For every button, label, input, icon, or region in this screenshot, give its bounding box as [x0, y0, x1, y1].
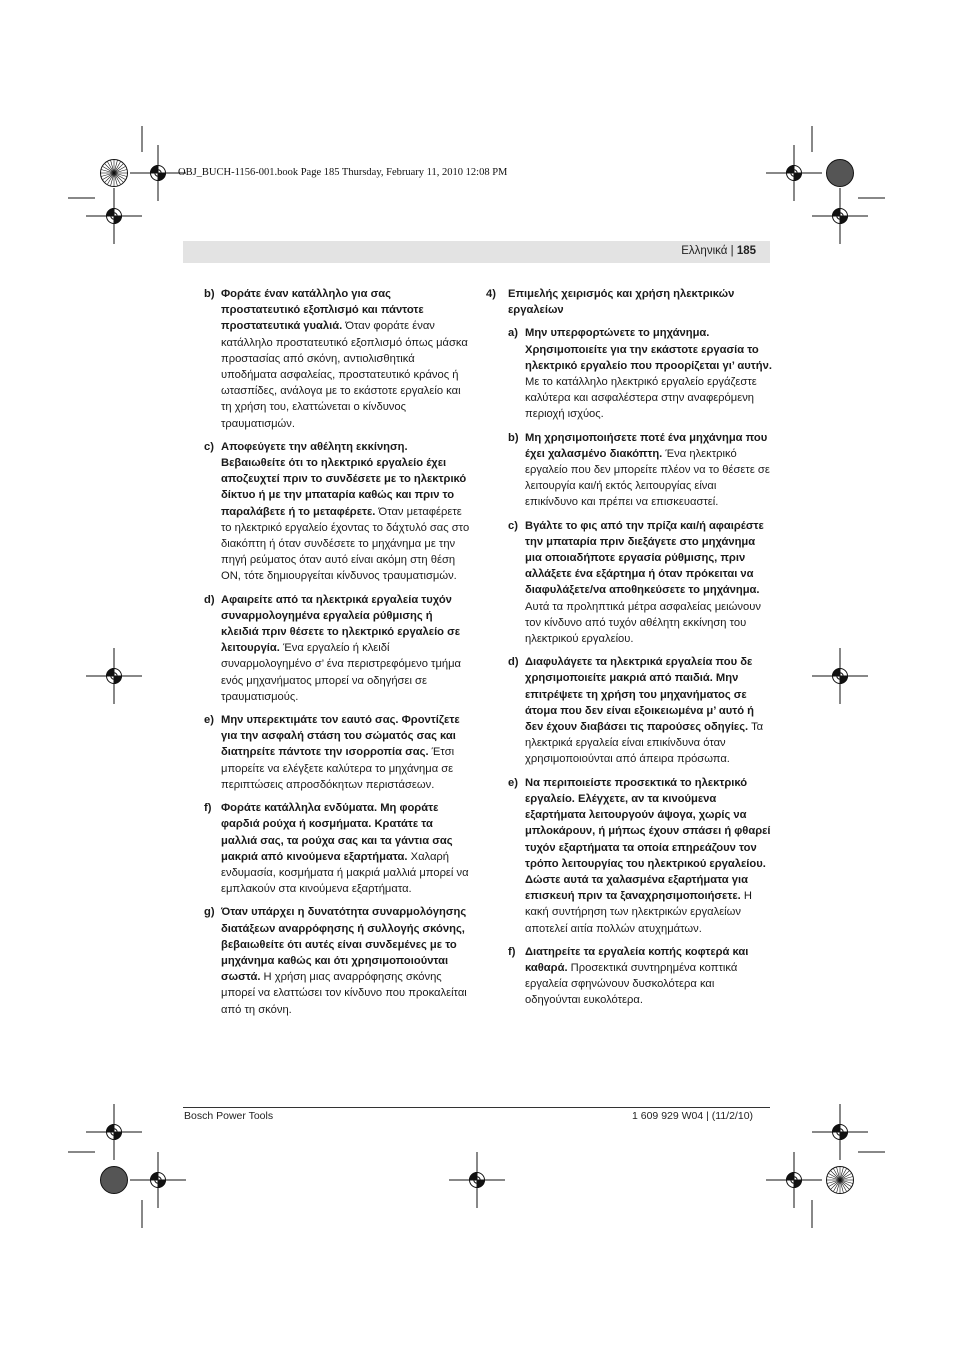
item-label: c)	[508, 519, 518, 532]
list-item	[204, 904, 470, 1017]
list-item	[508, 518, 772, 648]
item-bold-text: Φοράτε κατάλληλα ενδύματα. Μη φοράτε φαρδιά ρούχα ή κοσμήματα. Κρατάτε τα μαλλιά σας, τα ρούχα σας και τα γάντια σας μακριά από κινούμενα εξαρτήματα.	[221, 802, 453, 863]
footer-doc-number: 1 609 929 W04 | (11/2/10)	[632, 1110, 754, 1122]
right-column	[486, 286, 772, 1016]
page-header	[681, 245, 756, 257]
item-normal-text: Έτσι μπορείτε να ελέγξετε καλύτερα το μηχάνημα σε περιπτώσεις απροσδόκητων περιστάσεων.	[221, 746, 455, 791]
item-bold-text: Διαφυλάγετε τα ηλεκτρικά εργαλεία που δε χρησιμοποιείτε μακριά από παιδιά. Μην επιτρέψετε τη χρήση του μηχανήματος σε άτομα που δεν είναι εξοικειωμένα μ’ αυτό ή δεν έχουν διαβάσει τις παρούσες οδηγίες.	[525, 656, 754, 734]
list-item	[508, 654, 772, 767]
item-bold-text: Βγάλτε το φις από την πρίζα και/ή αφαιρέστε την μπαταρία πριν διεξάγετε στο μηχάνημα μια οποιαδήποτε εργασία ρύθμισης, πριν αλλάξετε ένα εξάρτημα ή όταν πρόκειται να διαφυλάξετε/να αποθηκεύσετε το μηχάνημα.	[525, 519, 764, 597]
list-item	[204, 592, 470, 705]
section-items	[486, 325, 772, 1008]
item-normal-text: Με το κατάλληλο ηλεκτρικό εργαλείο εργάζεστε καλύτερα και ασφαλέστερα στην αναφερόμενη περιοχή ισχύος.	[525, 376, 757, 421]
section-number: 4)	[486, 288, 496, 300]
item-bold-text: Διατηρείτε τα εργαλεία κοπής κοφτερά και καθαρά.	[525, 945, 749, 974]
item-label: e)	[204, 714, 214, 727]
item-bold-text: Φοράτε έναν κατάλληλο για σας προστατευτικό εξοπλισμό και πάντοτε προστατευτικά γυαλιά.	[221, 288, 424, 333]
item-normal-text: Όταν φοράτε έναν κατάλληλο προστατευτικό εξοπλισμό όπως μάσκα προστασίας από σκόνη, αντιολισθητικά υποδήματα ασφαλείας, προστατευτικό κράνος ή ωτασπίδες, ανάλογα με το εκάστοτε εργαλείο και τη χρήση του, ελαττώνεται ο κίνδυνος τραυματισμών.	[221, 320, 468, 430]
item-text	[221, 439, 470, 585]
item-label: a)	[508, 327, 518, 340]
print-header: OBJ_BUCH-1156-001.book Page 185 Thursday, February 11, 2010 12:08 PM	[178, 167, 508, 178]
item-bold-text: Αφαιρείτε από τα ηλεκτρικά εργαλεία τυχόν συναρμολογημένα εργαλεία ρύθμισης ή κλειδιά πριν θέσετε το ηλεκτρικό εργαλείο σε λειτουργία.	[221, 593, 461, 655]
item-text	[525, 775, 772, 937]
item-bold-text: Μην υπερεκτιμάτε τον εαυτό σας. Φροντίζετε για την ασφαλή στάση του σώματός σας και διατηρείτε πάντοτε την ισορροπία σας.	[221, 714, 460, 759]
list-item	[204, 439, 470, 585]
footer-rule	[183, 1107, 770, 1108]
item-bold-text: Μην υπερφορτώνετε το μηχάνημα. Χρησιμοποιείτε για την εκάστοτε εργασία το ηλεκτρικό εργαλείο που προορίζεται γι’ αυτήν.	[525, 327, 772, 372]
list-item	[204, 286, 470, 432]
list-item	[204, 800, 470, 897]
page-number: 185	[736, 245, 756, 257]
item-bold-text: Μη χρησιμοποιήσετε ποτέ ένα μηχάνημα που έχει χαλασμένο διακόπτη.	[525, 431, 768, 460]
list-item	[204, 712, 470, 793]
item-normal-text: Η χρήση μιας αναρρόφησης σκόνης μπορεί να ελαττώσει τον κίνδυνο που προκαλείται από τη σκόνη.	[221, 971, 467, 1016]
item-label: c)	[204, 440, 214, 453]
header-band	[183, 241, 770, 263]
item-bold-text: Όταν υπάρχει η δυνατότητα συναρμολόγησης διατάξεων αναρρόφησης ή συλλογής σκόνης, βεβαιωθείτε ότι αυτές είναι συνδεμένες με το μηχάνημα καθώς και ότι χρησιμοποιούνται σωστά.	[221, 906, 467, 984]
item-label: d)	[508, 656, 519, 669]
section-title: Επιμελής χειρισμός και χρήση ηλεκτρικών εργαλείων	[508, 288, 735, 317]
item-text	[525, 430, 772, 511]
header-separator: |	[730, 245, 734, 257]
item-label: b)	[204, 288, 215, 300]
item-label: d)	[204, 593, 215, 606]
item-label: f)	[508, 945, 516, 958]
item-label: g)	[204, 906, 215, 919]
item-normal-text: Ένα ηλεκτρικό εργαλείο που δεν μπορείτε πλέον να το θέσετε σε λειτουργία και/ή εκτός λειτουργίας είναι επικίνδυνο και πρέπει να επισκευαστεί.	[525, 447, 770, 509]
item-text	[221, 800, 470, 897]
list-item	[508, 430, 772, 511]
item-normal-text: Χαλαρή ενδυμασία, κοσμήματα ή μακριά μαλλιά μπορεί να εμπλακούν στα κινούμενα εξαρτήματα.	[221, 850, 469, 896]
item-label: f)	[204, 802, 212, 815]
language-label: Ελληνικά	[681, 245, 728, 257]
item-text	[221, 712, 470, 793]
item-normal-text: Η κακή συντήρηση των ηλεκτρικών εργαλείων αποτελεί αιτία πολλών ατυχημάτων.	[525, 890, 752, 935]
item-bold-text: Να περιποιείστε προσεκτικά το ηλεκτρικό εργαλείο. Ελέγχετε, αν τα κινούμενα εξαρτήματα λειτουργούν άψογα, χωρίς να μπλοκάρουν, ή μήπως έχουν σπάσει ή φθαρεί τυχόν εξαρτήματα τα οποία επηρεάζουν τον τρόπο λειτουργίας του ηλεκτρικού εργαλείου. Δώστε αυτά τα χαλασμένα εξαρτήματα για επισκευή πριν τα ξαναχρησιμοποιήσετε.	[525, 776, 771, 903]
list-item	[508, 325, 772, 422]
item-normal-text: Αυτά τα προληπτικά μέτρα ασφαλείας μειώνουν τον κίνδυνο από τυχόν αθέλητη εκκίνηση του ηλεκτρικού εργαλείου.	[525, 600, 761, 646]
left-column	[204, 286, 470, 1025]
item-normal-text: Ένα εργαλείο ή κλειδί συναρμολογημένο σ’ ένα περιστρεφόμενο τμήμα ενός μηχανήματος μπορεί να οδηγήσει σε τραυματισμούς.	[221, 642, 462, 703]
item-text	[221, 592, 470, 705]
item-label: e)	[508, 776, 518, 789]
item-normal-text: Τα ηλεκτρικά εργαλεία είναι επικίνδυνα όταν χρησιμοποιούνται από άπειρα πρόσωπα.	[525, 721, 764, 766]
item-text	[525, 518, 772, 648]
section-heading	[486, 286, 772, 318]
item-bold-text: Αποφεύγετε την αθέλητη εκκίνηση. Βεβαιωθείτε ότι το ηλεκτρικό εργαλείο έχει αποζευχτεί πριν το συνδέσετε με το ηλεκτρικό δίκτυο ή με την μπαταρία καθώς και πριν το παραλάβετε ή το μεταφέρετε.	[221, 440, 467, 518]
footer-brand: Bosch Power Tools	[184, 1110, 274, 1122]
item-normal-text: Όταν μεταφέρετε το ηλεκτρικό εργαλείο έχοντας το δάχτυλό σας στο διακόπτη ή όταν συνδέσετε το μηχάνημα με την πηγή ρεύματος όταν αυτό είναι ακόμη στη θέση ON, τότε δημιουργείται κίνδυνος τραυματισμών.	[221, 505, 470, 583]
item-text	[525, 325, 772, 422]
list-item	[508, 775, 772, 937]
item-normal-text: Προσεκτικά συντηρημένα κοπτικά εργαλεία σφηνώνουν δυσκολότερα και οδηγούνται ευκολότερα.	[525, 961, 738, 1007]
item-text	[221, 286, 470, 432]
list-item	[508, 944, 772, 1009]
item-text	[525, 654, 772, 767]
item-label: b)	[508, 431, 519, 444]
item-text	[525, 944, 772, 1009]
item-text	[221, 904, 470, 1017]
